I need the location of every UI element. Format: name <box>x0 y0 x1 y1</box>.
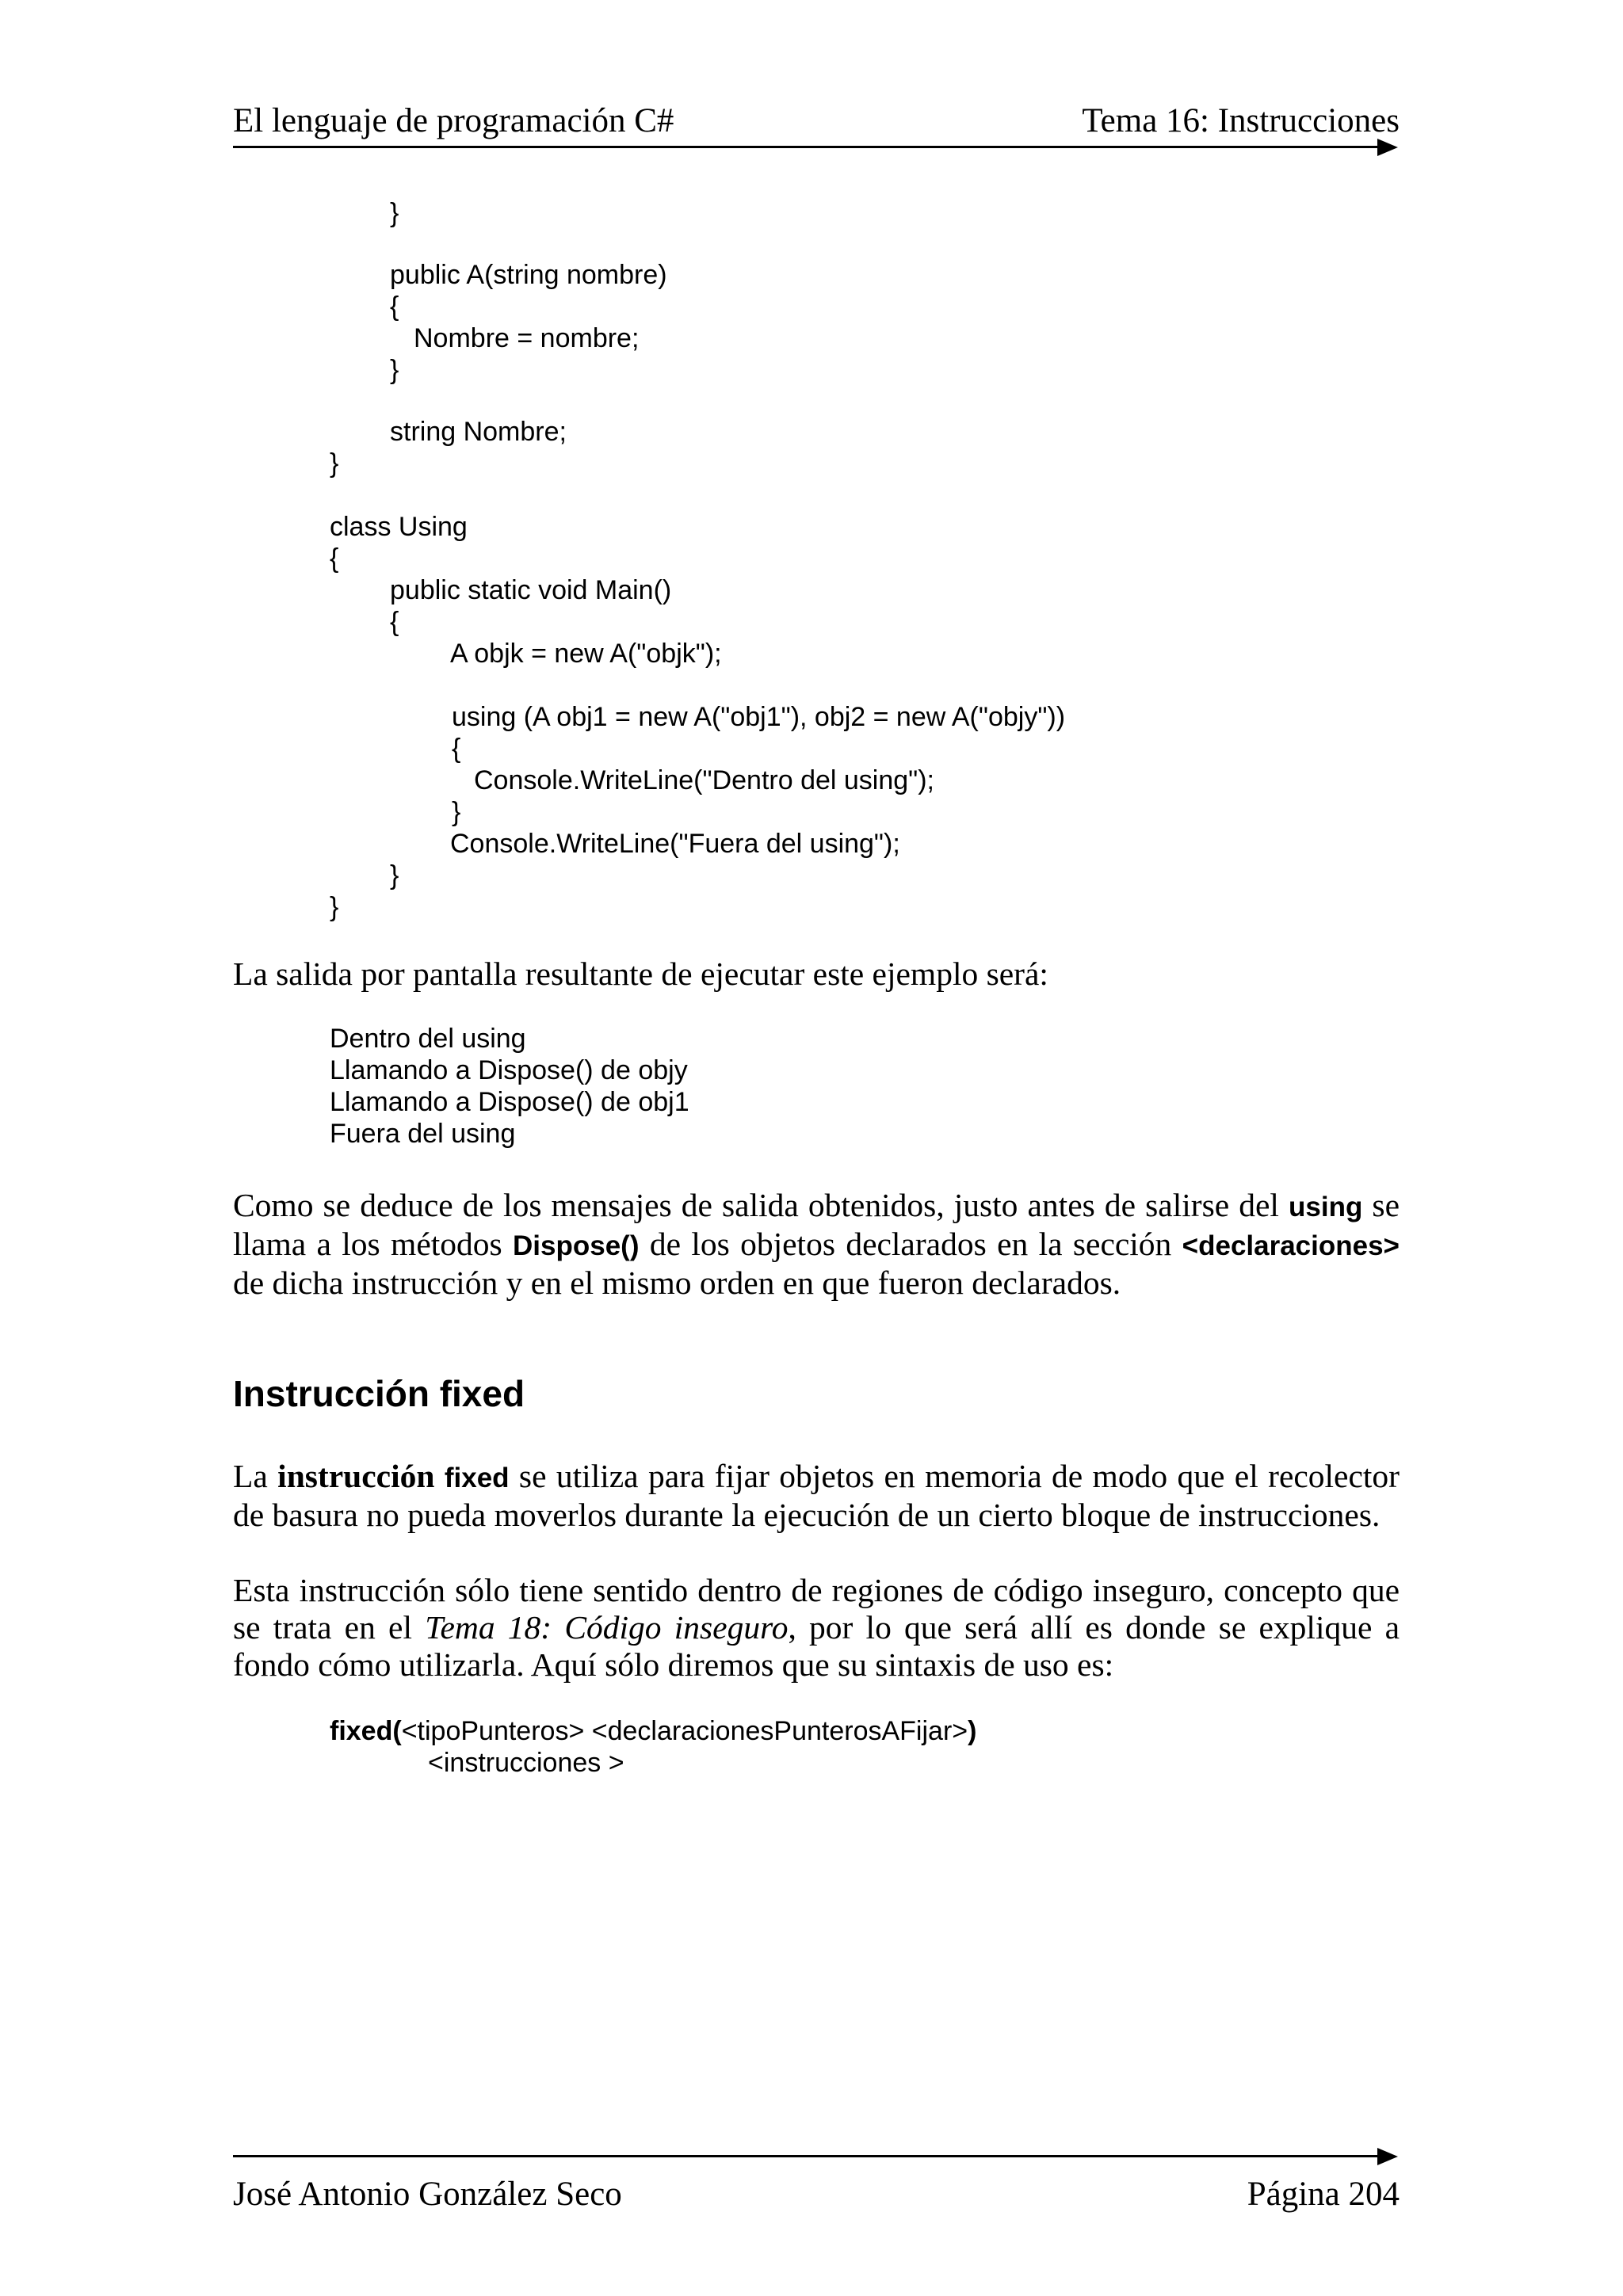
code-line: using (A obj1 = new A("obj1"), obj2 = new A("objy")) <box>452 702 1066 732</box>
chapter-reference: Tema 18: Código inseguro <box>425 1609 789 1646</box>
footer-left: José Antonio González Seco <box>233 2176 622 2213</box>
syntax-line: <instrucciones > <box>428 1748 624 1778</box>
code-line: class Using <box>330 512 468 542</box>
syntax-args: <tipoPunteros> <declaracionesPunterosAFijar> <box>401 1716 968 1746</box>
code-line: public static void Main() <box>390 575 672 605</box>
header-arrow-icon <box>1377 139 1398 156</box>
header-rule <box>233 146 1385 148</box>
code-line: Console.WriteLine("Fuera del using"); <box>450 829 900 859</box>
code-line: } <box>390 198 399 228</box>
paragraph-fixed <box>233 1458 1400 1534</box>
header-left: El lenguaje de programación C# <box>233 102 674 139</box>
code-line: { <box>330 543 339 574</box>
code-line: } <box>452 797 461 827</box>
paragraph-text: Esta instrucción sólo tiene sentido dentro de regiones de código inseguro, concepto que se trata en el <box>233 1572 1400 1646</box>
keyword-dispose: Dispose() <box>513 1230 640 1261</box>
keyword-declaraciones: <declaraciones> <box>1182 1230 1400 1261</box>
paragraph-text: se utiliza para fijar objetos en memoria de modo que el recolector de basura no pueda moverlos durante la ejecución de un cierto bloque de instrucciones. <box>233 1458 1400 1533</box>
keyword-using: using <box>1289 1192 1363 1222</box>
paragraph-text: de los objetos declarados en la sección <box>639 1226 1182 1262</box>
code-line: { <box>390 607 399 637</box>
paragraph-unsafe <box>233 1572 1400 1684</box>
paragraph-text: , por lo que será allí es donde se explique a fondo cómo utilizarla. Aquí sólo diremos que su sintaxis de uso es: <box>233 1609 1400 1683</box>
syntax-line <box>330 1718 976 1745</box>
output-line: Fuera del using <box>330 1119 516 1149</box>
header-right: Tema 16: Instrucciones <box>1082 102 1400 139</box>
output-intro: La salida por pantalla resultante de ejecutar este ejemplo será: <box>233 955 1048 992</box>
paragraph-dispose <box>233 1187 1400 1302</box>
bold-term: instrucción <box>277 1458 435 1494</box>
paragraph-text: de dicha instrucción y en el mismo orden en que fueron declarados. <box>233 1264 1121 1301</box>
code-line: Nombre = nombre; <box>414 323 640 353</box>
footer-right: Página 204 <box>1247 2176 1400 2213</box>
output-line: Dentro del using <box>330 1024 526 1054</box>
code-line: Console.WriteLine("Dentro del using"); <box>474 765 935 795</box>
footer-arrow-icon <box>1377 2148 1398 2165</box>
code-line: } <box>390 355 399 385</box>
code-line: } <box>330 448 339 479</box>
section-title: Instrucción fixed <box>233 1373 525 1414</box>
code-line: } <box>330 892 339 922</box>
code-line: } <box>390 860 399 891</box>
code-line: public A(string nombre) <box>390 260 667 290</box>
code-line: A objk = new A("objk"); <box>450 639 722 669</box>
syntax-keyword: ) <box>968 1716 977 1746</box>
code-line: string Nombre; <box>390 417 567 447</box>
paragraph-text: Como se deduce de los mensajes de salida obtenidos, justo antes de salirse del <box>233 1187 1289 1223</box>
footer-rule <box>233 2155 1385 2157</box>
syntax-keyword: fixed( <box>330 1716 402 1746</box>
keyword-fixed: fixed <box>444 1463 510 1493</box>
code-line: { <box>390 292 399 322</box>
code-line: { <box>452 734 461 764</box>
paragraph-text: La <box>233 1458 278 1494</box>
output-line: Llamando a Dispose() de objy <box>330 1055 688 1085</box>
paragraph-text: se llama a los métodos <box>233 1187 1400 1262</box>
output-line: Llamando a Dispose() de obj1 <box>330 1087 689 1117</box>
